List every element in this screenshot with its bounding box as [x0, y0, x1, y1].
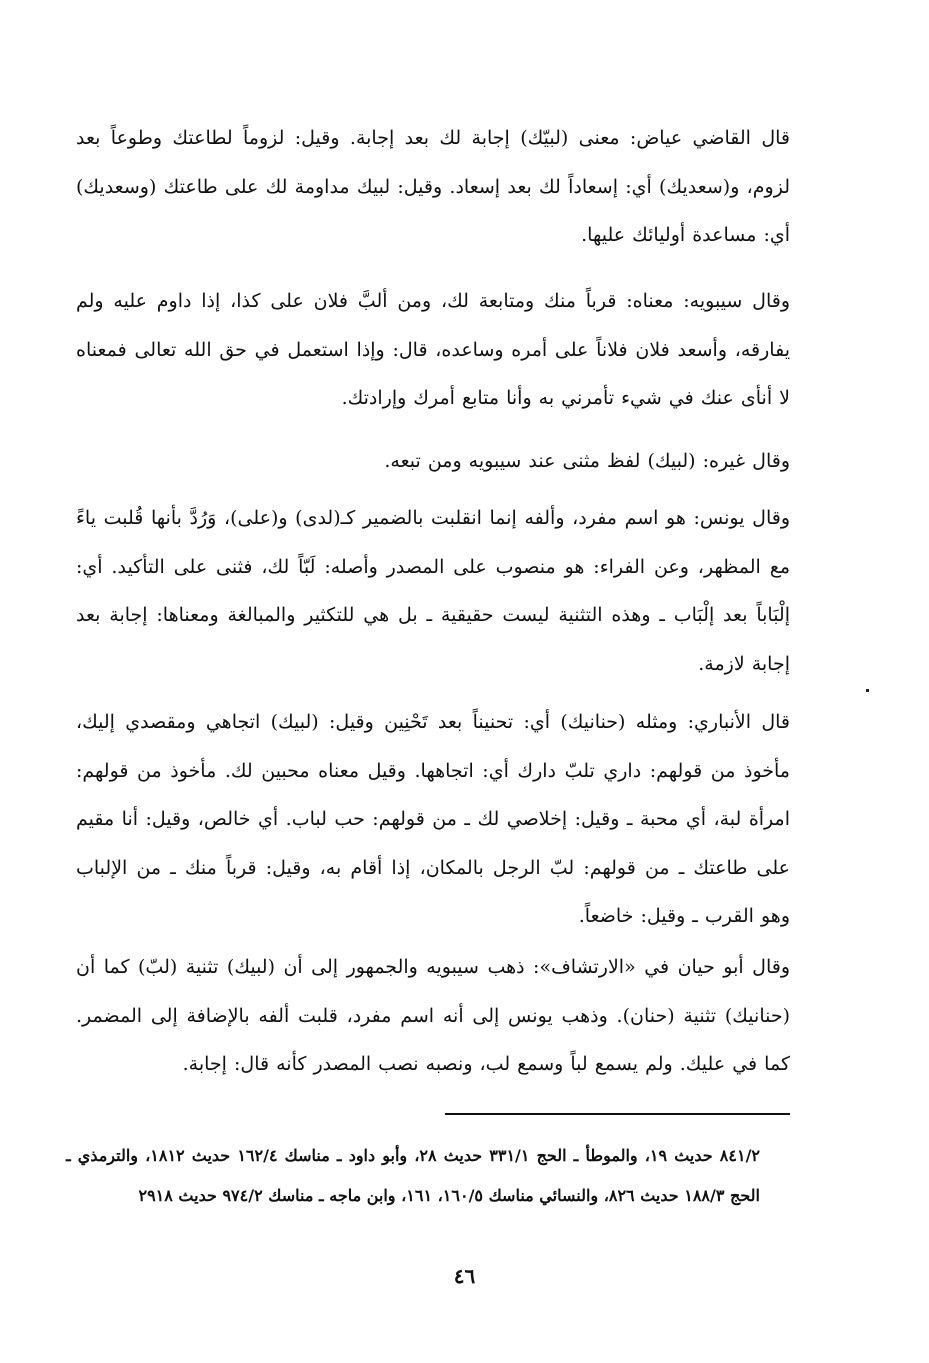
paragraph-yunus: وقال يونس: هو اسم مفرد، وألفه إنما انقلبت بالضمير كـ(لدى) و(على)، وَرُدَّ بأنها قُلبت ياءً مع المظهر، وعن الفراء: هو منصوب على المصدر وأصله: لَبّاً لك، فثنى على التأكيد. أي: إلْبَاباً بعد إلْبَاب ـ وهذه التثنية ليست حقيقية ـ بل هي للتكثير والمبالغة ومعناها: إجابة بعد إجابة لازمة. [76, 507, 790, 675]
paragraph-sibawayh: وقال سيبويه: معناه: قرباً منك ومتابعة لك، ومن ألبَّ فلان على كذا، إذا داوم عليه ولم يفارقه، وأسعد فلان فلاناً على أمره وساعده، قال: وإذا استعمل في حق الله تعالى فمعناه لا أنأى عنك في شيء تأمرني به وأنا متابع أمرك وإرادتك. [76, 290, 790, 409]
paragraph-abu-hayyan: وقال أبو حيان في «الارتشاف»: ذهب سيبويه والجمهور إلى أن (لبيك) تثنية (لبّ) كما أن (حنانيك) تثنية (حنان). وذهب يونس إلى أنه اسم مفرد، قلبت ألفه بالإضافة إلى المضمر. كما في عليك. ولم يسمع لباً وسمع لب، ونصبه نصب المصدر كأنه قال: إجابة. [76, 956, 790, 1075]
paragraph-qadi-iyad: قال القاضي عياض: معنى (لبيّك) إجابة لك بعد إجابة. وقيل: لزوماً لطاعتك وطوعاً بعد لزوم، و(سعديك) أي: إسعاداً لك بعد إسعاد. وقيل: لبيك مداومة لك على طاعتك (وسعديك) أي: مساعدة أوليائك عليها. [76, 127, 790, 246]
footnote-text: ٨٤١/٢ حديث ١٩، والموطأ ـ الحج ٣٣١/١ حديث ٢٨، وأبو داود ـ مناسك ١٦٢/٤ حديث ١٨١٢، والترمذي ـ الحج ١٨٨/٣ حديث ٨٢٦، والنسائي مناسك ١٦٠/٥، ١٦١، وابن ماجه ـ مناسك ٩٧٤/٢ حديث ٢٩١٨ [66, 1146, 760, 1205]
footnote-separator [445, 1113, 790, 1115]
page-number: ٤٦ [453, 1264, 476, 1288]
paragraph-anbari: قال الأنباري: ومثله (حنانيك) أي: تحنيناً بعد تَحْنِين وقيل: (لبيك) اتجاهي ومقصدي إليك، مأخوذ من قولهم: داري تلبّ دارك أي: اتجاهها. وقيل معناه محبين لك. مأخوذ من قولهم: امرأة لبة، أي محبة ـ وقيل: إخلاصي لك ـ من قولهم: حب لباب. أي خالص، وقيل: أنا مقيم على طاعتك ـ من قولهم: لبّ الرجل بالمكان، إذا أقام به، وقيل: قرباً منك ـ من الإلباب وهو القرب ـ وقيل: خاضعاً. [76, 711, 790, 927]
paragraph-others: وقال غيره: (لبيك) لفظ مثنى عند سيبويه ومن تبعه. [384, 450, 790, 472]
margin-dot [866, 689, 869, 692]
